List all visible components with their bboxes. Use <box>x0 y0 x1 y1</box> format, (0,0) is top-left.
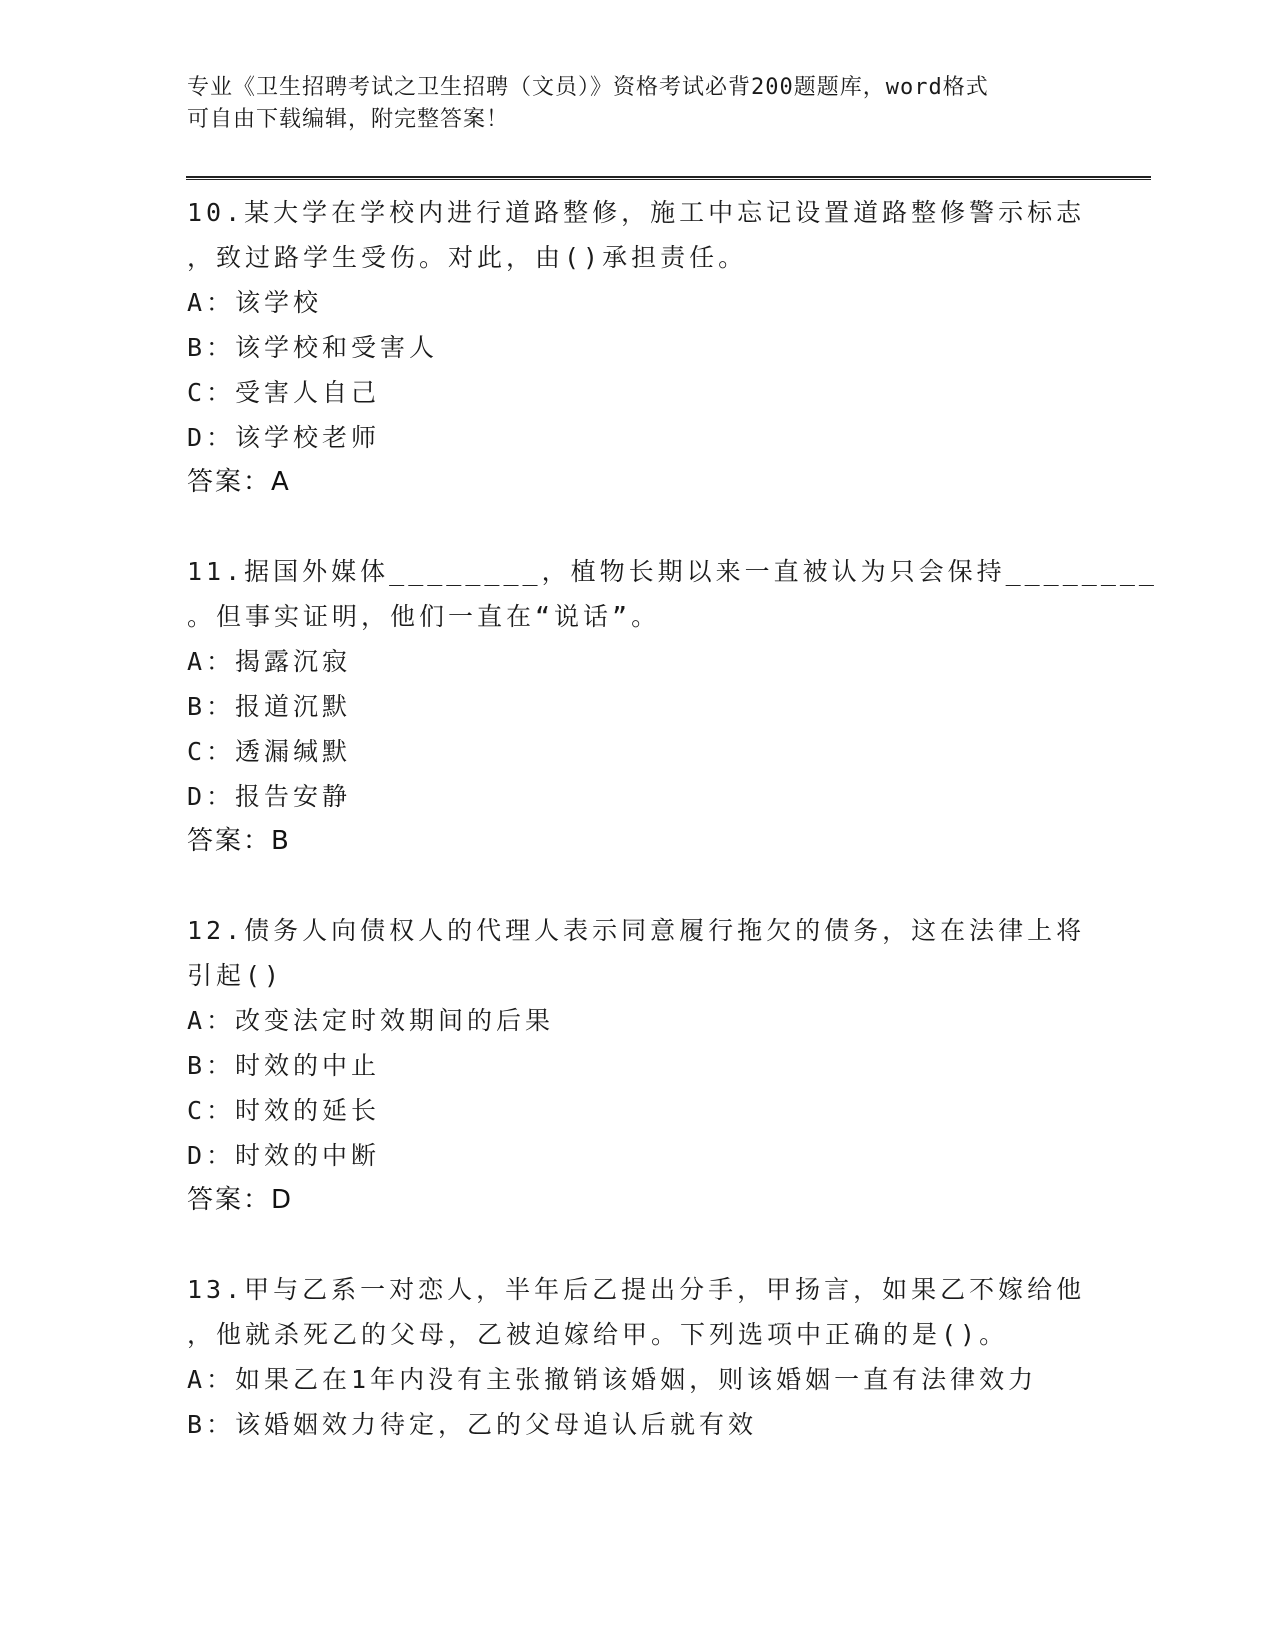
option-c: C：受害人自己 <box>187 378 381 407</box>
option-a: A：如果乙在1年内没有主张撤销该婚姻，则该婚姻一直有法律效力 <box>187 1365 1038 1394</box>
document-header <box>187 72 1067 136</box>
question-stem-line: 12.债务人向债权人的代理人表示同意履行拖欠的债务，这在法律上将 <box>187 916 1086 945</box>
option-b: B：该婚姻效力待定，乙的父母追认后就有效 <box>187 1410 758 1439</box>
answer-label: 答案：B <box>187 826 291 856</box>
option-c: C：透漏缄默 <box>187 737 352 766</box>
question-12 <box>187 908 1087 1223</box>
question-stem-line: 11.据国外媒体________，植物长期以来一直被认为只会保持________ <box>187 557 1158 586</box>
answer-label: 答案：D <box>187 1185 294 1215</box>
question-stem-line: 13.甲与乙系一对恋人，半年后乙提出分手，甲扬言，如果乙不嫁给他 <box>187 1275 1086 1304</box>
option-d: D：时效的中断 <box>187 1141 381 1170</box>
question-stem-line: ，致过路学生受伤。对此，由()承担责任。 <box>187 243 748 272</box>
question-13 <box>187 1267 1087 1447</box>
option-d: D：报告安静 <box>187 782 352 811</box>
header-divider <box>186 176 1151 180</box>
question-10 <box>187 190 1087 505</box>
question-stem-line: ，他就杀死乙的父母，乙被迫嫁给甲。下列选项中正确的是()。 <box>187 1320 1009 1349</box>
question-11 <box>187 549 1158 864</box>
option-b: B：时效的中止 <box>187 1051 381 1080</box>
option-b: B：该学校和受害人 <box>187 333 439 362</box>
option-a: A：改变法定时效期间的后果 <box>187 1006 555 1035</box>
question-stem-line: 10.某大学在学校内进行道路整修，施工中忘记设置道路整修警示标志 <box>187 198 1086 227</box>
question-list <box>187 190 1158 1491</box>
option-a: A：揭露沉寂 <box>187 647 352 676</box>
option-b: B：报道沉默 <box>187 692 352 721</box>
option-a: A：该学校 <box>187 288 323 317</box>
question-stem-line: 。但事实证明，他们一直在“说话”。 <box>187 602 661 631</box>
header-line-2: 可自由下载编辑，附完整答案！ <box>187 107 510 132</box>
question-stem-line: 引起() <box>187 961 284 990</box>
option-c: C：时效的延长 <box>187 1096 381 1125</box>
answer-label: 答案：A <box>187 467 291 497</box>
option-d: D：该学校老师 <box>187 423 381 452</box>
header-line-1: 专业《卫生招聘考试之卫生招聘（文员）》资格考试必背200题题库，word格式 <box>187 75 989 100</box>
